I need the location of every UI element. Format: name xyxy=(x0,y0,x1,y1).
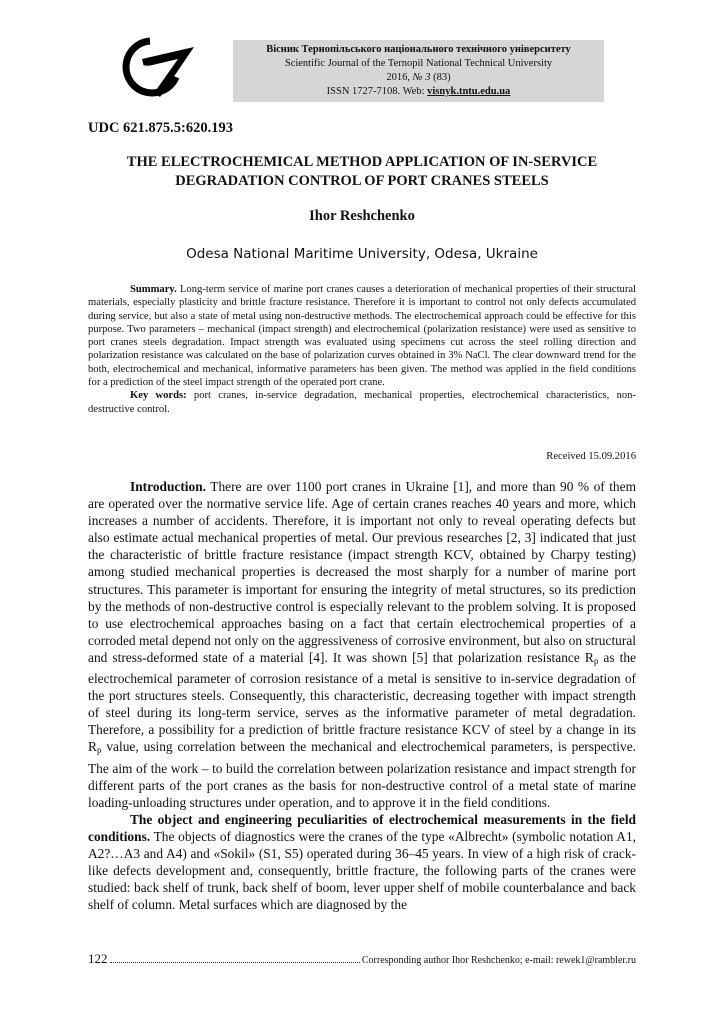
summary-paragraph: Summary. Long-term service of marine port cranes causes a deterioration of mechanical properties of their structural materials, especially plasticity and brittle fracture resistance. Therefore it is important to control not only defects accumulated during service, but also a state of metal using non-destructive methods. The electrochemical approach could be effective for this purpose. Two parameters – mechanical (impact strength) and electrochemical (polarization resistance) were used as sensitive to port cranes steels degradation. Impact strength was evaluated using specimens cut across the steel rolling direction and polarization resistance was calculated on the base of polarization curves obtained in 3% NaCl. The clear downward trend for the both, electrochemical and mechanical, informative parameters has been given. The method was applied in the field conditions for a prediction of the steel impact strength of the operated port crane. xyxy=(88,284,636,389)
journal-issn: ISSN 1727-7108. Web: visnyk.tntu.edu.ua xyxy=(326,86,511,97)
introduction-paragraph: Introduction. There are over 1100 port cranes in Ukraine [1], and more than 90 % of them are operated over the normative service life. Age of certain cranes reaches 40 years and more, which increases a number of accidents. Therefore, it is important not only to reveal operating defects but also estimate actual mechanical properties of metal. Our previous researches [2, 3] indicated that just the characteristic of brittle fracture resistance (impact strength KCV, obtained by Charpy testing) among studied mechanical properties is decreased the most sharply for a number of marine port structures. This parameter is important for ensuring the integrity of metal structures, so its prediction by the methods of non-destructive control is especially relevant to the problem solving. It is proposed to use electrochemical approaches basing on a fact that certain electrochemical properties of a corroded metal depend not only on the aggressiveness of corrosive environment, but also on structural and stress-deformed state of a material [4]. It was shown [5] that polarization resistance $R_p$ as the electrochemical parameter of corrosion resistance of a metal is sensitive to in-service degradation of the port structures steels. Consequently, this characteristic, decreasing together with impact strength of steel during its long-term service, serves as the informative parameter of metal degradation. Therefore, a possibility for a prediction of brittle fracture resistance KCV of steel by a change in its $R_p$ value, using correlation between the mechanical and electrochemical parameters, is perspective. The aim of the work – to build the correlation between polarization resistance and impact strength for different parts of the port cranes as the basis for non-destructive control of a metal state of marine loading-unloading structures under operation, and to approve it in the field conditions. xyxy=(88,479,636,810)
footer-dotted-leader xyxy=(110,962,360,963)
logo-text: ТНТУ xyxy=(140,64,169,76)
journal-title-ua: Вісник Тернопільського національного технічного університету xyxy=(266,44,571,55)
section-object-paragraph: The object and engineering peculiarities of electrochemical measurements in the field conditions. The objects of diagnostics were the cranes of the type «Albrecht» (symbolic notation A1, A2?…A3 and A4) and «Sokil» (S1, S5) operated during 36–45 years. In view of a high risk of crack-like defects development and, consequently, brittle fracture, the following parts of the cranes were studied: back shelf of trunk, back shelf of boom, lever upper shelf of mobile counterbalance and back shelf of column. Metal surfaces which are diagnosed by the xyxy=(88,811,636,913)
paper-title: THE ELECTROCHEMICAL METHOD APPLICATION OF IN-SERVICE DEGRADATION CONTROL OF PORT CRANES STEELS xyxy=(126,154,598,189)
received-date: Received 15.09.2016 xyxy=(546,451,636,462)
author-affiliation: Odesa National Maritime University, Odesa, Ukraine xyxy=(186,246,538,262)
journal-issue: 2016, № 3 (83) xyxy=(386,72,451,83)
main-text xyxy=(88,478,636,913)
page-number: 122 xyxy=(88,951,108,966)
corresponding-author-note: Corresponding author Ihor Reshchenko; e-mail: rewek1@rambler.ru xyxy=(361,955,636,966)
abstract xyxy=(88,283,636,416)
journal-website-link[interactable]: visnyk.tntu.edu.ua xyxy=(427,86,511,97)
page-footer xyxy=(88,951,636,967)
keywords-paragraph: Key words: port cranes, in-service degradation, mechanical properties, electrochemical characteristics, non-destructive control. xyxy=(88,390,636,415)
journal-title-en: Scientific Journal of the Ternopil National Technical University xyxy=(284,58,553,69)
udc-code: UDC 621.875.5:620.193 xyxy=(88,120,233,136)
journal-header xyxy=(233,40,604,102)
author-name: Ihor Reshchenko xyxy=(309,208,415,224)
journal-logo xyxy=(120,37,200,99)
